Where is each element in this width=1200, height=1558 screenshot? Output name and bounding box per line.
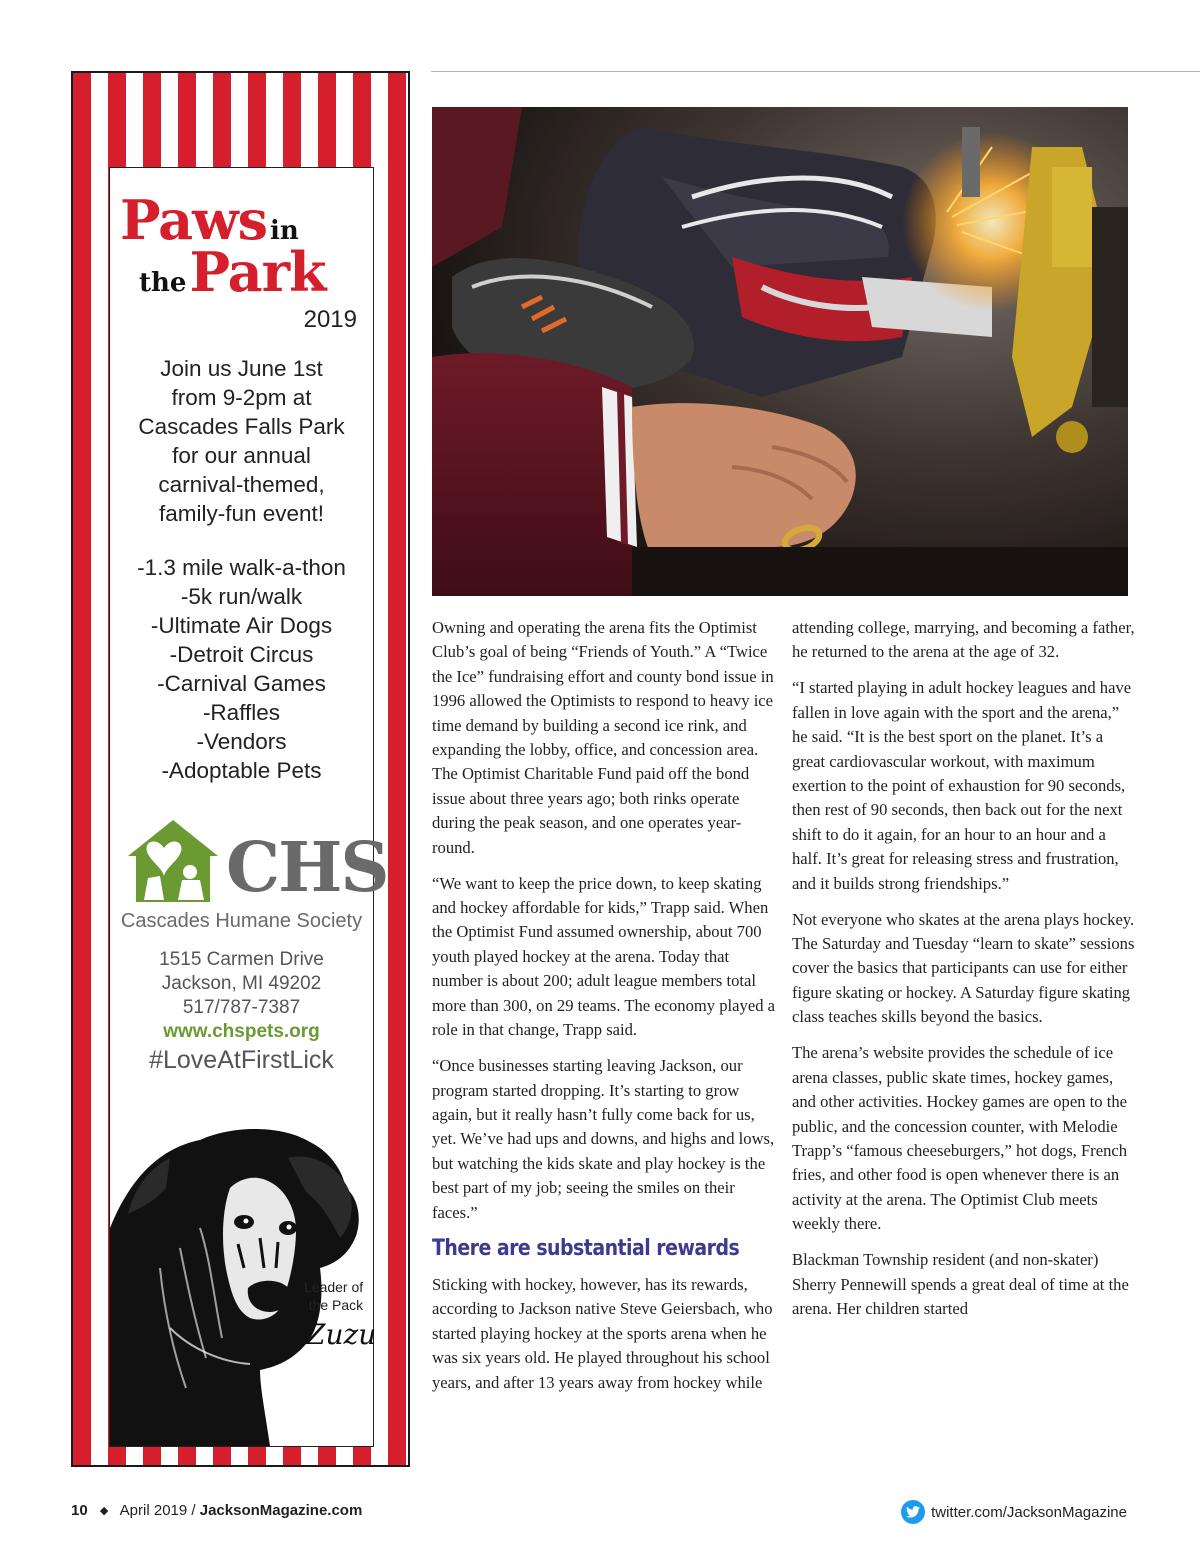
page-footer-folio xyxy=(71,1502,362,1519)
ad-title-park: Park xyxy=(189,240,326,304)
ad-event-list xyxy=(110,553,373,785)
chs-address-line1: 1515 Carmen Drive xyxy=(159,949,324,970)
ad-intro-line: family-fun event! xyxy=(158,501,325,526)
ad-event-item: -Carnival Games xyxy=(157,671,326,696)
twitter-handle-text: twitter.com/JacksonMagazine xyxy=(931,1503,1127,1521)
ad-intro-line: for our annual xyxy=(172,443,311,468)
twitter-bird-icon xyxy=(901,1500,925,1524)
article-paragraph: “We want to keep the price down, to keep skating and hockey affordable for kids,” Trapp said. When the Optimist Fund assumed ownership, about 700 youth played hockey at the arena. Today that number is about 200; adult league members total more than 300, on 29 teams. The economy played a role in that change, Trapp said. xyxy=(432,873,775,1040)
article-paragraph: Sticking with hockey, however, has its rewards, according to Jackson native Steve Geiersbach, who started playing hockey at the sports arena when he was six years old. He played throughout his school years, and after 13 years away from hockey while xyxy=(432,1274,773,1392)
article-paragraph: attending college, marrying, and becoming a father, he returned to the arena at the age of 32. xyxy=(792,618,1135,662)
ad-title-paws: Paws xyxy=(120,188,268,252)
chs-phone: 517/787-7387 xyxy=(182,997,301,1018)
article-paragraph: Owning and operating the arena fits the Optimist Club’s goal of being “Friends of Youth.” A “Twice the Ice” fundraising effort and county bond issue in 1996 allowed the Optimists to respond to heavy ice time demand by building a second ice rink, and expanding the lobby, office, and concession area. The Optimist Charitable Fund paid off the bond issue about three years ago; both rinks operate during the peak season, and one operates year-round. xyxy=(432,618,774,857)
ad-intro-line: carnival-themed, xyxy=(158,472,325,497)
twitter-handle-link[interactable] xyxy=(901,1500,1127,1524)
header-rule xyxy=(431,71,1200,72)
ad-event-item: -Adoptable Pets xyxy=(161,758,322,783)
chs-address-line2: Jackson, MI 49202 xyxy=(161,973,322,994)
paws-in-the-park-ad[interactable] xyxy=(71,71,410,1467)
chs-letters: CHS xyxy=(226,828,388,908)
ad-title-in: in xyxy=(270,216,299,246)
leader-line1: Leader of xyxy=(304,1279,364,1295)
ad-title-line2 xyxy=(136,240,325,304)
ad-event-item: -Detroit Circus xyxy=(169,642,314,667)
ad-event-item: -1.3 mile walk-a-thon xyxy=(137,555,346,580)
article-paragraph: “Once businesses starting leaving Jackson, our program started dropping. It’s starting to grow again, but it really hasn’t fully come back for us, yet. We’ve had ups and downs, and highs and lows, but watching the kids skate and play hockey is the best part of my job; seeing the smiles on their faces.” xyxy=(432,1056,775,1222)
article-paragraph: Not everyone who skates at the arena plays hockey. The Saturday and Tuesday “learn to skate” sessions cover the basics that participants can use for either figure skating or hockey. A Saturday figure skating class teaches skills beyond the basics. xyxy=(792,909,1135,1027)
chs-hashtag: #LoveAtFirstLick xyxy=(149,1046,334,1074)
page-number: 10 xyxy=(71,1502,88,1519)
skate-sharpening-photo xyxy=(432,107,1128,596)
issue-date: April 2019 xyxy=(119,1502,188,1519)
ad-year: 2019 xyxy=(303,306,357,333)
article-column-2 xyxy=(792,616,1137,1333)
article-paragraph: Blackman Township resident (and non-skater) Sherry Pennewill spends a great deal of time at the arena. Her children started xyxy=(792,1250,1129,1318)
chs-website-link[interactable]: www.chspets.org xyxy=(163,1021,320,1042)
ad-intro xyxy=(110,354,373,528)
chs-contact xyxy=(110,948,373,1020)
magazine-website-link[interactable]: JacksonMagazine.com xyxy=(199,1502,363,1519)
ad-title-the: the xyxy=(139,268,187,298)
ad-intro-line: Cascades Falls Park xyxy=(138,414,345,439)
ad-event-item: -Vendors xyxy=(196,729,287,754)
chs-org-name: Cascades Humane Society xyxy=(120,910,363,932)
footer-slash: / xyxy=(191,1502,196,1519)
leader-of-the-pack-caption xyxy=(304,1278,363,1314)
dog-name-signature: Zuzu xyxy=(306,1318,377,1351)
diamond-separator-icon: ◆ xyxy=(99,1505,109,1517)
article-paragraph: The arena’s website provides the schedule of ice arena classes, public skate times, hockey games, and other activities. Hockey games are open to the public, and the concession counter, with Melodie Trapp’s “famous cheeseburgers,” hot dogs, French fries, and other food is open whenever there is an activity at the arena. The Optimist Club meets weekly there. xyxy=(792,1043,1128,1234)
article-paragraph: “I started playing in adult hockey leagues and have fallen in love again with the sport and the arena,” he said. “It is the best sport on the planet. It’s a great cardiovascular workout, with maximum exertion to the point of exhaustion for 90 seconds, then rest of 90 seconds, then back out for the next shift to do it again, for an hour to an hour and a half. It’s great for releasing stress and frustration, and it builds strong friendships.” xyxy=(792,678,1132,893)
ad-panel xyxy=(109,167,388,1447)
ad-event-item: -Ultimate Air Dogs xyxy=(150,613,333,638)
chs-house-logo-icon xyxy=(126,818,221,904)
ad-intro-line: Join us June 1st xyxy=(160,356,323,381)
ad-intro-line: from 9-2pm at xyxy=(171,385,312,410)
ad-event-item: -5k run/walk xyxy=(180,584,303,609)
article-subhead: There are substantial rewards xyxy=(432,1235,740,1261)
skate-sharpening-photo-icon xyxy=(432,107,1128,596)
ad-event-item: -Raffles xyxy=(202,700,281,725)
leader-line2: the Pack xyxy=(308,1297,364,1313)
article-column-1 xyxy=(432,616,777,1407)
